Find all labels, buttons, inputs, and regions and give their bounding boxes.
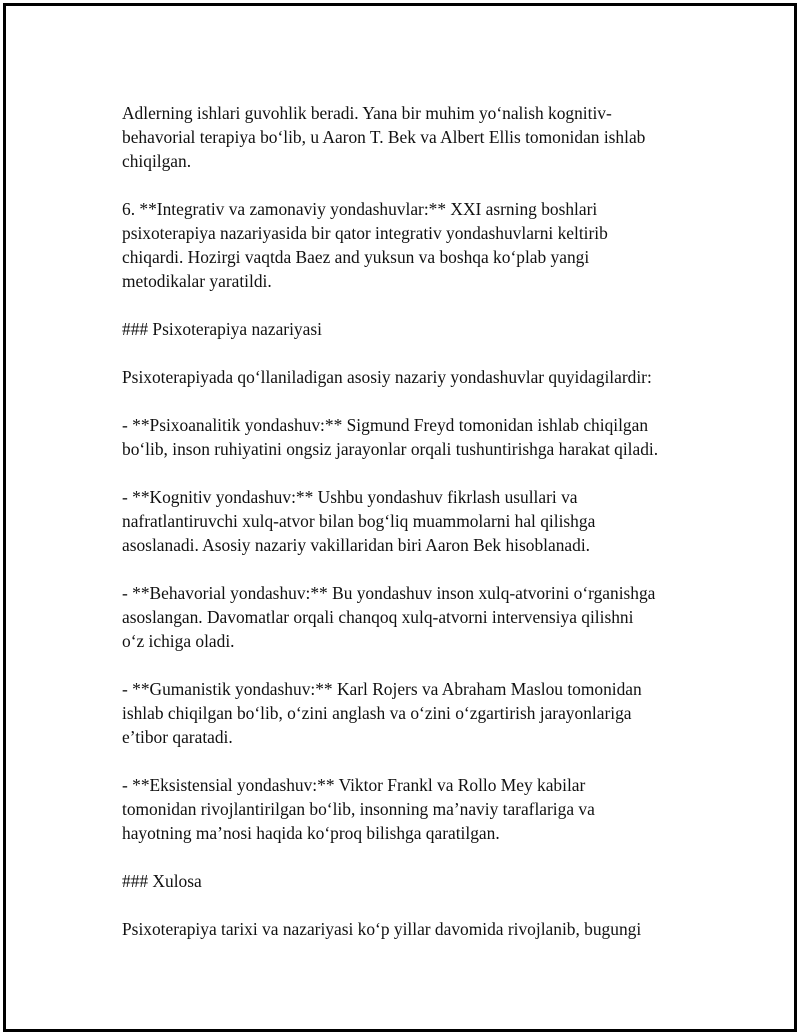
text-line: nafratlantiruvchi xulq-atvor bilan bog‘liq muammolarni hal qilishga [122,511,596,531]
list-item-cognitive [122,485,702,557]
paragraph-adler [122,101,702,173]
document-body [122,101,702,965]
text-line: - **Psixoanalitik yondashuv:** Sigmund Freyd tomonidan ishlab chiqilgan [122,415,649,435]
paragraph-integrative [122,197,702,293]
text-line: Adlerning ishlari guvohlik beradi. Yana bir muhim yo‘nalish kognitiv- [122,103,612,123]
list-item-psychoanalytic [122,413,702,461]
list-item-existential [122,773,702,845]
heading-conclusion [122,869,702,893]
text-line: metodikalar yaratildi. [122,271,272,291]
text-line: asoslanadi. Asosiy nazariy vakillaridan biri Aaron Bek hisoblanadi. [122,535,590,555]
list-item-behavioral [122,581,702,653]
heading-line: ### Psixoterapiya nazariyasi [122,319,322,339]
text-line: - **Eksistensial yondashuv:** Viktor Frankl va Rollo Mey kabilar [122,775,586,795]
text-line: asoslangan. Davomatlar orqali chanqoq xulq-atvorni intervensiya qilishni [122,607,634,627]
text-line: e’tibor qaratadi. [122,727,233,747]
text-line: - **Kognitiv yondashuv:** Ushbu yondashuv fikrlash usullari va [122,487,578,507]
text-line: Psixoterapiyada qo‘llaniladigan asosiy nazariy yondashuvlar quyidagilardir: [122,367,652,387]
text-line: 6. **Integrativ va zamonaviy yondashuvlar:** XXI asrning boshlari [122,199,598,219]
text-line: psixoterapiya nazariyasida bir qator integrativ yondashuvlarni keltirib [122,223,608,243]
text-line: o‘z ichiga oladi. [122,631,235,651]
paragraph-conclusion [122,917,702,941]
text-line: behavorial terapiya bo‘lib, u Aaron T. Bek va Albert Ellis tomonidan ishlab [122,127,646,147]
text-line: - **Behavorial yondashuv:** Bu yondashuv inson xulq-atvorini o‘rganishga [122,583,656,603]
text-line: chiqilgan. [122,151,192,171]
text-line: hayotning ma’nosi haqida ko‘proq bilishga qaratilgan. [122,823,500,843]
text-line: ishlab chiqilgan bo‘lib, o‘zini anglash va o‘zini o‘zgartirish jarayonlariga [122,703,632,723]
page-frame [3,3,797,1032]
text-line: - **Gumanistik yondashuv:** Karl Rojers va Abraham Maslou tomonidan [122,679,642,699]
text-line: Psixoterapiya tarixi va nazariyasi ko‘p yillar davomida rivojlanib, bugungi [122,919,642,939]
text-line: bo‘lib, inson ruhiyatini ongsiz jarayonlar orqali tushuntirishga harakat qiladi. [122,439,659,459]
text-line: chiqardi. Hozirgi vaqtda Baez and yuksun va boshqa ko‘plab yangi [122,247,590,267]
text-line: tomonidan rivojlantirilgan bo‘lib, insonning ma’naviy taraflariga va [122,799,595,819]
heading-theory [122,317,702,341]
list-item-humanistic [122,677,702,749]
paragraph-intro [122,365,702,389]
heading-line: ### Xulosa [122,871,202,891]
